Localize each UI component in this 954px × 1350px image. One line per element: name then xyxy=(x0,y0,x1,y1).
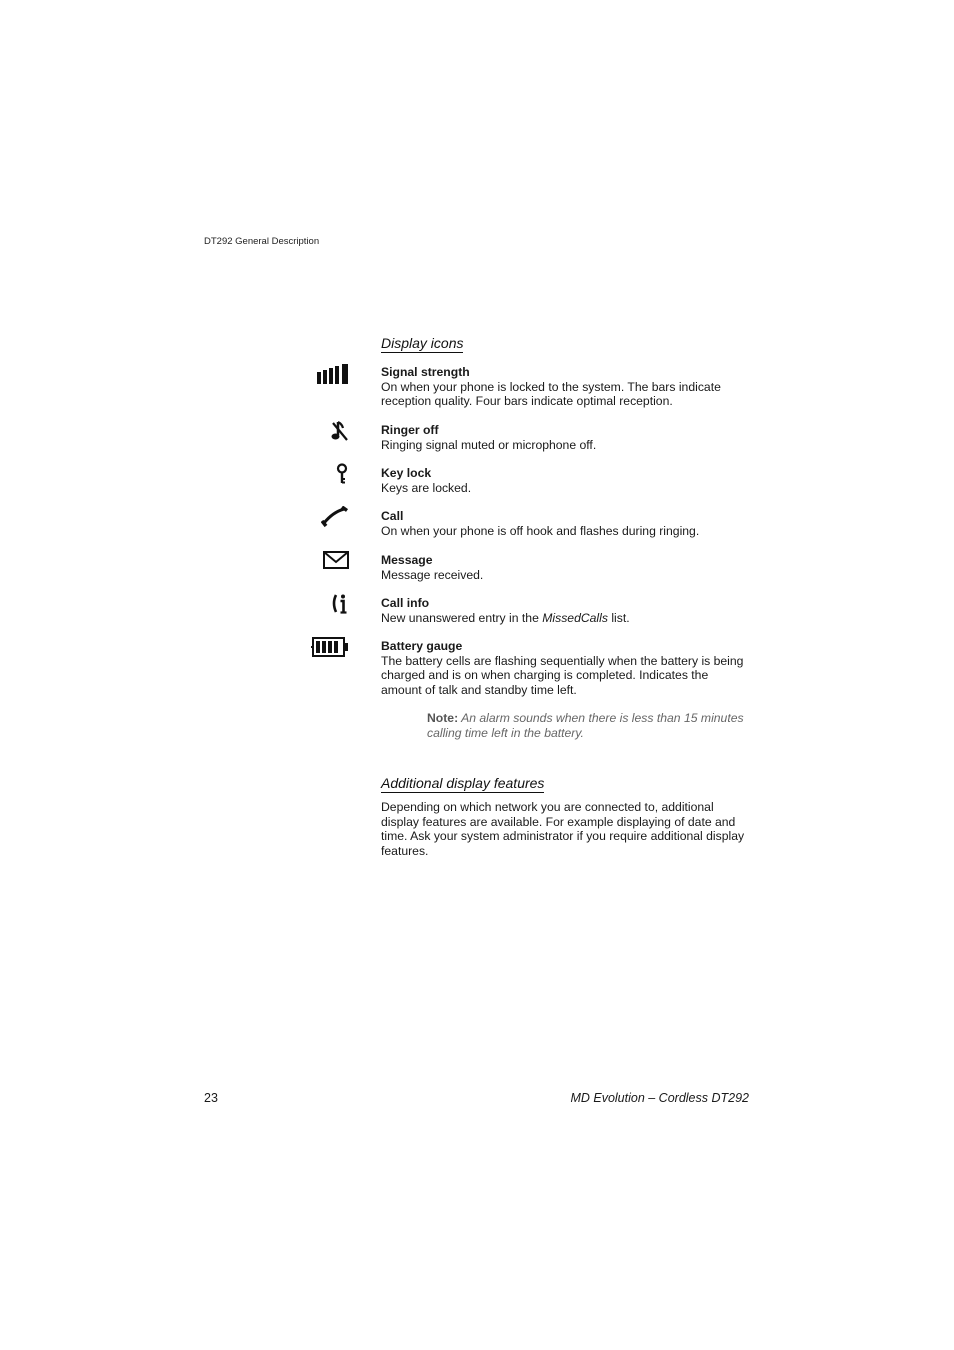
icon-entry-call-info xyxy=(381,596,751,625)
icon-entry-signal-strength xyxy=(381,365,751,409)
envelope-icon xyxy=(309,547,349,573)
icon-entry-message xyxy=(381,553,751,582)
entry-title: Call xyxy=(381,509,404,523)
entry-title: Ringer off xyxy=(381,423,439,437)
ringer-off-icon xyxy=(309,418,349,444)
icon-entry-battery-gauge xyxy=(381,639,751,697)
entry-title: Message xyxy=(381,553,433,567)
note-text: An alarm sounds when there is less than 15 minutes calling time left in the battery. xyxy=(427,711,744,740)
missed-calls-term: MissedCalls xyxy=(542,610,608,625)
running-header: DT292 General Description xyxy=(204,236,320,247)
entry-description: On when your phone is locked to the system. The bars indicate reception quality. Four bars indicate optimal reception. xyxy=(381,379,721,409)
battery-note xyxy=(427,711,757,740)
icon-entry-key-lock xyxy=(381,466,751,495)
entry-title: Key lock xyxy=(381,466,432,480)
entry-description: Keys are locked. xyxy=(381,480,472,495)
entry-description: The battery cells are flashing sequentially when the battery is being charged and is on when charging is completed. Indicates the amount of talk and standby time left. xyxy=(381,653,744,697)
entry-description: Ringing signal muted or microphone off. xyxy=(381,437,597,452)
entry-description: Message received. xyxy=(381,567,484,582)
key-icon xyxy=(309,461,349,487)
footer-doc-title: MD Evolution – Cordless DT292 xyxy=(570,1091,749,1105)
icon-entry-call xyxy=(381,509,751,538)
entry-description: On when your phone is off hook and flashes during ringing. xyxy=(381,523,700,538)
phone-handset-icon xyxy=(309,504,349,530)
icon-entry-ringer-off xyxy=(381,423,751,452)
additional-features-paragraph: Depending on which network you are connected to, additional display features are available. For example displaying of date and time. Ask your system administrator if you require additional display features. xyxy=(381,800,745,858)
entry-description xyxy=(381,611,751,626)
desc-text-before: New unanswered entry in the xyxy=(381,610,543,625)
call-info-icon xyxy=(309,591,349,617)
battery-icon xyxy=(309,634,349,660)
page-number: 23 xyxy=(204,1091,218,1105)
desc-text-after: list. xyxy=(607,610,630,625)
entry-title: Signal strength xyxy=(381,365,470,379)
signal-strength-icon xyxy=(309,361,349,387)
section-title-display-icons: Display icons xyxy=(381,335,464,351)
note-label: Note: xyxy=(427,711,459,725)
entry-title: Call info xyxy=(381,596,430,610)
entry-title: Battery gauge xyxy=(381,639,463,653)
section-title-additional-display-features: Additional display features xyxy=(381,775,545,791)
